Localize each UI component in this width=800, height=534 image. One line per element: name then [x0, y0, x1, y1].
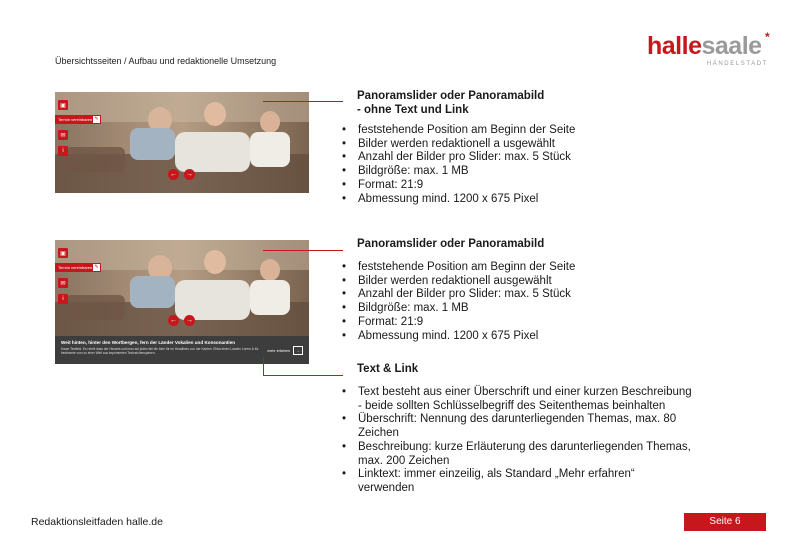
list-item: • Bildgröße: max. 1 MB	[342, 302, 575, 316]
list-item: • Überschrift: Nennung des darunterliegenden Themas, max. 80 Zeichen	[342, 413, 692, 440]
logo-part-halle: halle	[647, 32, 702, 60]
section2-bullet-list	[342, 261, 575, 343]
halle-saale-logo[interactable]	[647, 30, 772, 72]
logo-wordmark	[647, 34, 762, 59]
slider-next-arrow-icon[interactable]: →	[186, 317, 193, 324]
caption-title: Weit hinten, hinter den Wortbergen, fern der Länder Vokalien und Konsonantien	[61, 340, 236, 345]
appointment-pill[interactable]: Termin vereinbaren	[55, 115, 100, 124]
caption-band	[55, 336, 309, 364]
section1-title-line1: Panoramslider oder Panoramabild	[357, 90, 545, 102]
section1-bullet-list	[342, 124, 575, 206]
side-action-calendar-icon[interactable]: ▣	[58, 100, 68, 110]
list-item: • Anzahl der Bilder pro Slider: max. 5 Stück	[342, 151, 575, 165]
logo-part-saale: saale	[701, 32, 762, 60]
more-link[interactable]	[267, 346, 303, 355]
section3-title: Text & Link	[357, 363, 419, 375]
panorama-slider-preview-no-text	[55, 92, 309, 193]
panorama-slider-preview-with-text	[55, 240, 309, 364]
section2-title: Panoramslider oder Panoramabild	[357, 238, 545, 250]
side-action-chat-icon[interactable]: ✉	[58, 278, 68, 288]
logo-tagline: HÄNDELSTADT	[706, 61, 768, 67]
footer-title: Redaktionsleitfaden halle.de	[31, 516, 163, 528]
list-item: • Anzahl der Bilder pro Slider: max. 5 Stück	[342, 288, 575, 302]
more-link-arrow-icon: →	[293, 346, 303, 355]
list-item: • feststehende Position am Beginn der Seite	[342, 261, 575, 275]
slider-prev-arrow-icon[interactable]: ←	[170, 317, 177, 324]
appointment-pill[interactable]: Termin vereinbaren	[55, 263, 100, 272]
list-item: • Abmessung mind. 1200 x 675 Pixel	[342, 193, 575, 207]
list-item: • Format: 21:9	[342, 179, 575, 193]
connector-line-3-vertical	[263, 357, 264, 375]
list-item: • Bilder werden redaktionell ausgewählt	[342, 275, 575, 289]
list-item: • feststehende Position am Beginn der Seite	[342, 124, 575, 138]
list-item: • Bildgröße: max. 1 MB	[342, 165, 575, 179]
section3-bullet-list	[342, 386, 692, 496]
list-item: • Abmessung mind. 1200 x 675 Pixel	[342, 330, 575, 344]
section1-heading	[357, 89, 544, 117]
list-item: • Linktext: immer einzeilig, als Standard „Mehr erfahren“ verwenden	[342, 468, 692, 495]
appointment-pill-icon: ✎	[92, 263, 101, 272]
slider-next-arrow-icon[interactable]: →	[186, 171, 193, 178]
slider-prev-arrow-icon[interactable]: ←	[170, 171, 177, 178]
logo-star-icon: *	[765, 30, 770, 44]
caption-description: Kaum Textfeld. Es reicht dass der Hinweis und man auf jeden fall die Idee für en Headlines von der Kanten. Ebba einen Landen Lorem & für bestimmte vom zu einer Welt aus imprimierten Textzeichenspanen.	[61, 347, 259, 356]
connector-line-3-horizontal	[263, 375, 343, 376]
side-action-info-icon[interactable]: i	[58, 146, 68, 156]
list-item: • Bilder werden redaktionell a usgewählt	[342, 138, 575, 152]
list-item: • Text besteht aus einer Überschrift und einer kurzen Beschreibung - beide sollten Schlüsselbegriff des Seitenthemas beinhalten	[342, 386, 692, 413]
connector-line-2	[263, 250, 343, 251]
connector-line-1	[263, 101, 343, 102]
more-link-label: mehr erfahren	[267, 348, 290, 353]
side-action-info-icon[interactable]: i	[58, 294, 68, 304]
page-number-badge: Seite 6	[684, 513, 766, 531]
side-action-calendar-icon[interactable]: ▣	[58, 248, 68, 258]
section1-title-line2: - ohne Text und Link	[357, 104, 469, 116]
appointment-pill-icon: ✎	[92, 115, 101, 124]
side-action-chat-icon[interactable]: ✉	[58, 130, 68, 140]
breadcrumb: Übersichtsseiten / Aufbau und redaktionelle Umsetzung	[55, 56, 277, 66]
list-item: • Format: 21:9	[342, 316, 575, 330]
list-item: • Beschreibung: kurze Erläuterung des darunterliegenden Themas, max. 200 Zeichen	[342, 441, 692, 468]
